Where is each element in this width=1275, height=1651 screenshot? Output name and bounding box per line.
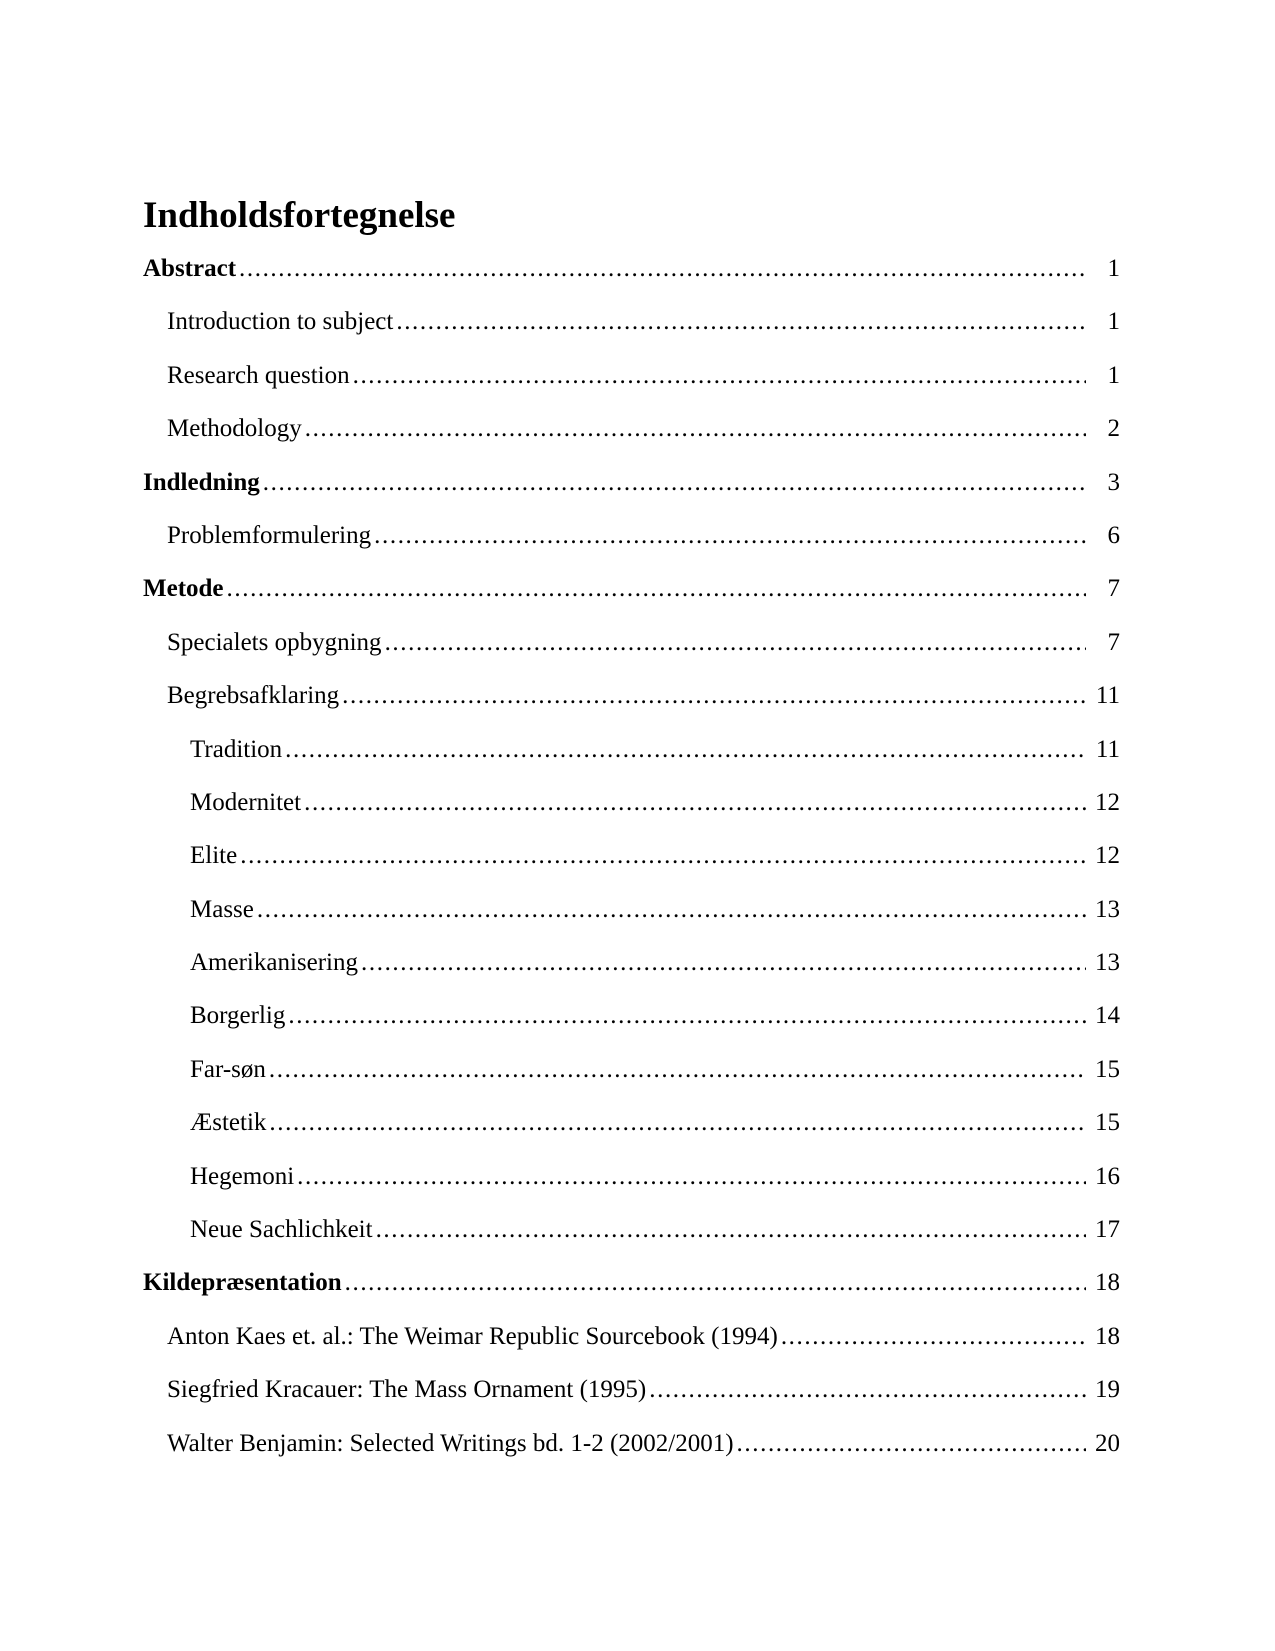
- toc-page-number: 11: [1095, 735, 1120, 763]
- toc-entry: [143, 456, 1120, 509]
- toc-entry-label: Anton Kaes et. al.: The Weimar Republic Sourcebook (1994): [167, 1322, 778, 1350]
- toc-entry-label: Walter Benjamin: Selected Writings bd. 1-2 (2002/2001): [167, 1429, 734, 1457]
- toc-entry: [143, 1417, 1120, 1470]
- toc-entry-label: Far-søn: [190, 1055, 266, 1083]
- toc-entry-label: Tradition: [190, 735, 283, 763]
- toc-page-number: 19: [1095, 1376, 1120, 1404]
- toc-dot-leader: [285, 723, 1086, 776]
- toc-entry-label: Research question: [167, 361, 350, 389]
- toc-dot-leader: [781, 1310, 1086, 1363]
- toc-page-number: 17: [1095, 1216, 1120, 1244]
- toc-entry-label: Begrebsafklaring: [167, 682, 340, 710]
- toc-page-number: 20: [1095, 1429, 1120, 1457]
- toc-entry-label: Modernitet: [190, 788, 302, 816]
- table-of-contents: [143, 242, 1120, 1470]
- toc-entry: [143, 1150, 1120, 1203]
- toc-entry: [143, 989, 1120, 1042]
- toc-entry-label: Elite: [190, 842, 238, 870]
- toc-dot-leader: [649, 1363, 1086, 1416]
- toc-page-number: 12: [1095, 842, 1120, 870]
- toc-dot-leader: [374, 509, 1086, 562]
- toc-entry: [143, 402, 1120, 455]
- toc-dot-leader: [263, 456, 1086, 509]
- toc-entry-label: Hegemoni: [190, 1162, 295, 1190]
- toc-page-number: 12: [1095, 788, 1120, 816]
- toc-entry: [143, 723, 1120, 776]
- toc-page-number: 7: [1107, 628, 1120, 656]
- toc-dot-leader: [227, 562, 1086, 615]
- toc-page-number: 6: [1107, 521, 1120, 549]
- toc-entry: [143, 1043, 1120, 1096]
- toc-dot-leader: [361, 936, 1086, 989]
- toc-dot-leader: [239, 242, 1086, 295]
- toc-entry-label: Masse: [190, 895, 254, 923]
- toc-entry: [143, 1310, 1120, 1363]
- toc-page-number: 1: [1107, 255, 1120, 282]
- toc-entry-label: Amerikanisering: [190, 949, 359, 977]
- toc-entry-label: Kildepræsentation: [143, 1269, 342, 1297]
- toc-entry-label: Æstetik: [190, 1109, 267, 1137]
- toc-dot-leader: [240, 829, 1086, 882]
- toc-dot-leader: [269, 1096, 1086, 1149]
- toc-dot-leader: [385, 616, 1086, 669]
- toc-entry: [143, 669, 1120, 722]
- toc-entry: [143, 1203, 1120, 1256]
- toc-entry-label: Abstract: [143, 255, 237, 282]
- toc-entry: [143, 776, 1120, 829]
- toc-entry: [143, 295, 1120, 348]
- toc-dot-leader: [297, 1150, 1086, 1203]
- toc-page-number: 1: [1107, 361, 1120, 389]
- toc-entry-label: Specialets opbygning: [167, 628, 382, 656]
- toc-entry-label: Siegfried Kracauer: The Mass Ornament (1995): [167, 1376, 647, 1404]
- toc-dot-leader: [304, 776, 1086, 829]
- toc-dot-leader: [305, 402, 1086, 455]
- toc-dot-leader: [342, 669, 1086, 722]
- toc-dot-leader: [376, 1203, 1086, 1256]
- toc-entry-label: Metode: [143, 575, 224, 603]
- toc-entry: [143, 1096, 1120, 1149]
- toc-page-number: 13: [1095, 949, 1120, 977]
- page-title: Indholdsfortegnelse: [143, 195, 456, 236]
- toc-page-number: 18: [1095, 1269, 1120, 1297]
- toc-page-number: 7: [1107, 575, 1120, 603]
- toc-entry: [143, 829, 1120, 882]
- toc-entry: [143, 1363, 1120, 1416]
- toc-page-number: 2: [1107, 415, 1120, 443]
- toc-entry-label: Methodology: [167, 415, 302, 443]
- toc-entry: [143, 562, 1120, 615]
- toc-entry-label: Neue Sachlichkeit: [190, 1216, 373, 1244]
- toc-page-number: 15: [1095, 1055, 1120, 1083]
- toc-page-number: 15: [1095, 1109, 1120, 1137]
- toc-dot-leader: [353, 349, 1086, 402]
- toc-dot-leader: [257, 883, 1086, 936]
- toc-entry: [143, 616, 1120, 669]
- toc-page-number: 13: [1095, 895, 1120, 923]
- toc-page-number: 3: [1107, 468, 1120, 496]
- toc-entry-label: Introduction to subject: [167, 308, 394, 336]
- toc-page-number: 1: [1107, 308, 1120, 336]
- toc-entry-label: Problemformulering: [167, 521, 372, 549]
- toc-entry: [143, 242, 1120, 295]
- toc-dot-leader: [345, 1256, 1086, 1309]
- toc-entry-label: Borgerlig: [190, 1002, 286, 1030]
- toc-page-number: 11: [1095, 682, 1120, 710]
- toc-dot-leader: [269, 1043, 1086, 1096]
- toc-dot-leader: [396, 295, 1086, 348]
- toc-entry-label: Indledning: [143, 468, 260, 496]
- toc-entry: [143, 1256, 1120, 1309]
- toc-entry: [143, 509, 1120, 562]
- toc-page-number: 14: [1095, 1002, 1120, 1030]
- toc-page-number: 18: [1095, 1322, 1120, 1350]
- toc-dot-leader: [288, 989, 1086, 1042]
- toc-entry: [143, 349, 1120, 402]
- toc-page-number: 16: [1095, 1162, 1120, 1190]
- toc-entry: [143, 936, 1120, 989]
- toc-entry: [143, 883, 1120, 936]
- toc-dot-leader: [737, 1417, 1086, 1470]
